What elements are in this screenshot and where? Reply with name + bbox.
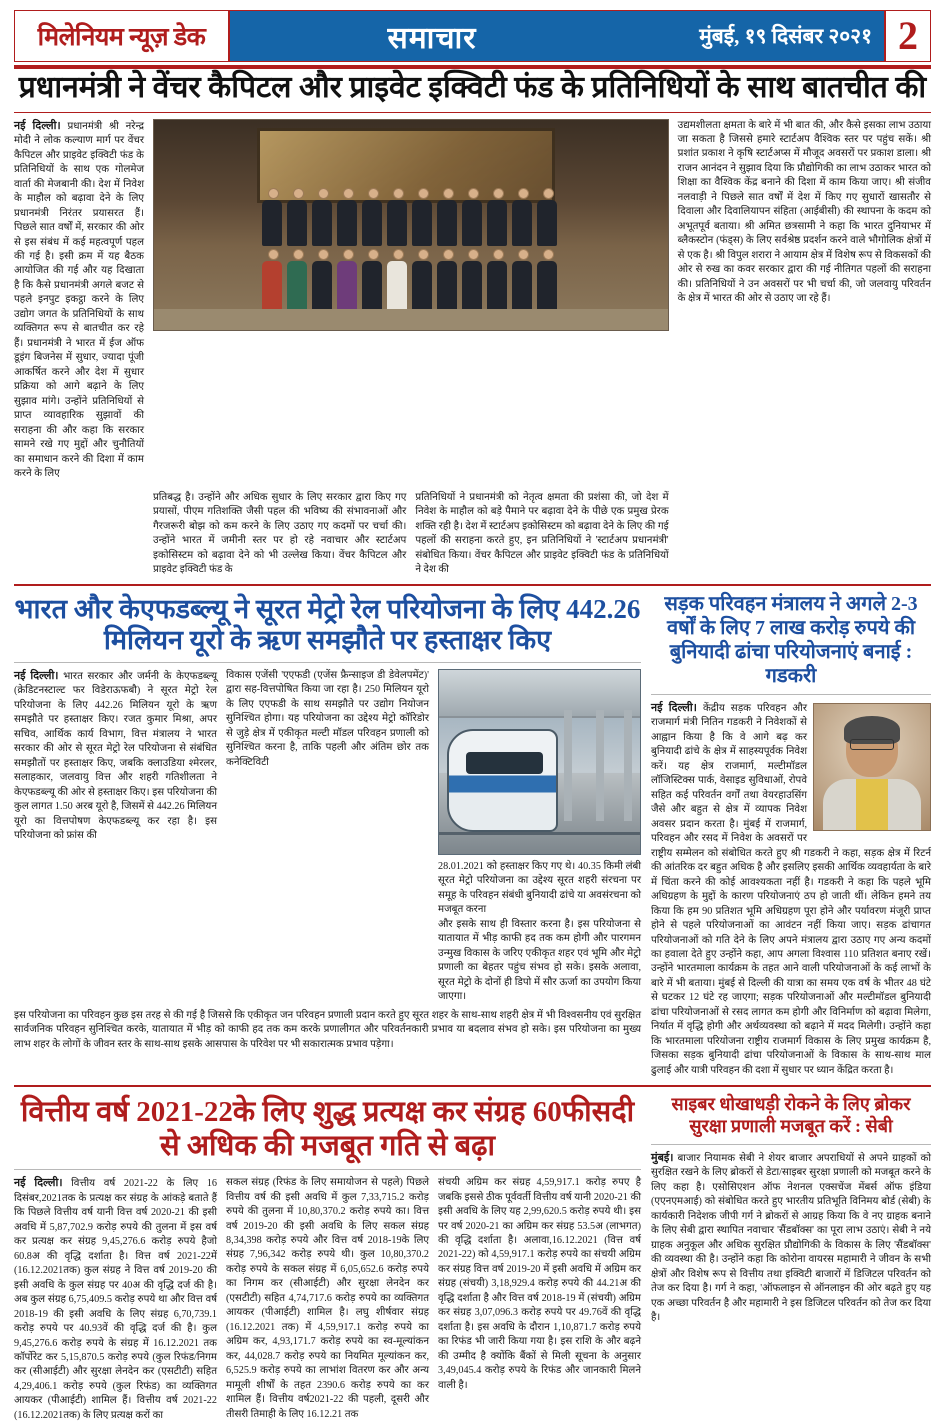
story1-col1-text: प्रधानमंत्री श्री नरेन्द्र मोदी ने लोक कल्याण मार्ग पर वेंचर कैपिटल और प्राइवेट इक्विटी फंड के प्रतिनिधियों के साथ एक गोलमेज वार्ता की मेजबानी की। देश में निवेश के माहौल को बढ़ावा देने के लिए प्रधानमंत्री निरंतर प्रयासरत हैं। पिछले सात वर्षों में, सरकार की ओर से इस संबंध में कई महत्वपूर्ण पहल की गई है। इसी क्रम में यह बैठक आयोजित की गई और यह दिखाता है कि कैसे प्रधानमंत्री अगले बजट से पहले इनपुट इकट्ठा करने के लिए उद्योग जगत के प्रतिनिधियों के साथ व्यक्तिगत रूप से बातचीत कर रहे हैं। प्रधानमंत्री ने भारत में ईज ऑफ डूइंग बिजनेस में सुधार, ज्यादा पूंजी आकर्षित करने और देश में सुधार प्रक्रिया को आगे बढ़ाने के लिए सुझाव मांगे। उन्होंने प्रतिनिधियों से प्राप्त व्यावहारिक सुझावों की सराहना की और कहा कि सरकार सामने रखे गए मुद्दों और चुनौतियों का समाधान करने की दिशा में काम करने के लिए — [14, 120, 144, 480]
gadkari-photo — [813, 703, 931, 831]
story2-col1 — [14, 669, 217, 844]
middle-band — [14, 590, 931, 1079]
page-number: 2 — [898, 13, 918, 58]
story5-rule — [651, 1144, 931, 1145]
story5-headline: साइबर धोखाधड़ी रोकने के लिए ब्रोकर सुरक्षा प्रणाली मजबूत करें : सेबी — [671, 1094, 911, 1136]
story1-dateline: नई दिल्ली। — [14, 119, 61, 132]
edition-date: मुंबई, १९ दिसंबर २०२१ — [699, 24, 872, 48]
story3-dateline: नई दिल्ली। — [651, 701, 697, 714]
bottom-band — [14, 1092, 931, 1423]
story2-headline: भारत और केएफडब्ल्यू ने सूरत मेट्रो रेल परियोजना के लिए 442.26 मिलियन यूरो के ऋण समझौते पर हस्ताक्षर किए — [14, 593, 641, 655]
story2-col4: इस परियोजना का परिवहन कुछ इस तरह से की गई है जिससे कि एकीकृत जन परिवहन प्रणाली प्रदान करते हुए सूरत शहर के साथ-साथ शहरी क्षेत्र में भी विश्वसनीय एवं सुरक्षित सार्वजनिक परिवहन सुनिश्चित करके, यातायात में भीड़ को काफी हद तक कम करके प्रणालीगत और परिवर्तनकारी प्रभाव या बदलाव संभव हो सके। इस परियोजना का मुख्य लाभ शहर के लोगों के जीवन स्तर के साथ-साथ इसके आसपास के परिवेश पर भी सकारात्मक प्रभाव पड़ेगा। — [14, 1009, 641, 1050]
story1-body — [14, 119, 931, 578]
story1-bottom-rule — [14, 584, 931, 586]
story1-rule — [14, 112, 931, 113]
story1-col2: प्रतिबद्ध है। उन्होंने और अधिक सुधार के लिए सरकार द्वारा किए गए प्रयासों, पीएम गतिशक्ति जैसी पहल की भविष्य की संभावनाओं और गैरजरूरी बोझ को कम करने के लिए उठाए गए कदमों पर चर्चा की। उन्होंने भारत में जमीनी स्तर पर हो रहे नवाचार और स्टार्टअप इकोसिस्टम को बढ़ावा देने को भी उल्लेख किया। वेंचर कैपिटल और प्राइवेट इक्विटी फंड के — [153, 491, 407, 576]
story4-col3: संचयी अग्रिम कर संग्रह 4,59,917.1 करोड़ रुपए है जबकि इससे ठीक पूर्ववर्ती वित्तीय वर्ष यानी 2020-21 की इसी अवधि के लिए यह 2,99,620.5 करोड़ रुपये थी। इस पर वर्ष 2020-21 का अग्रिम कर संग्रह 53.5अ (लाभगत) की वृद्धि दर्शाता है। अलावा,16.12.2021 (वित्त वर्ष 2021-22) को 4,59,917.1 करोड़ रुपये का संचयी अग्रिम कर संग्रह वित्त वर्ष 2019-20 में इसी अवधि में अग्रिम कर संग्रह (संचयी) 3,18,929.4 करोड़ रुपये की 44.21अ की वृद्धि दर्शाता है और वित्त वर्ष 2018-19 में (संचयी) अग्रिम कर संग्रह 3,07,096.3 करोड़ रुपये पर 49.76वें की वृद्धि दर्शाता है। इस अवधि के दौरान 1,10,871.7 करोड़ रुपये का रिफंड भी जारी किया गया है। इस राशि के और बढ़ने की उम्मीद है क्योंकि बैंकों से मिली सूचना के अनुसार 3,49,045.4 करोड़ रुपये के रिफंड और जानकारी मिलने वाली है। — [438, 1177, 641, 1391]
metro-train-illustration — [447, 729, 558, 832]
story3-block — [651, 590, 931, 1079]
story3-body: केंद्रीय सड़क परिवहन और राजमार्ग मंत्री नितिन गडकरी ने निवेशकों से आह्वान किया है कि वे आगे बढ़ कर बुनियादी ढांचे के क्षेत्र में साहस्यपूर्वक निवेश करें। यह क्षेत्र राजमार्ग, मल्टीमॉडल लॉजिस्टिक्स पार्क, वेसाइड सुविधाओं, रोपवे सहित कई परिवर्तन वर्गों तथा वेयरहाउसिंग जैसे और बहुत से क्षेत्र में व्यापक निवेश अवसर प्रदान करता है। मुंबई में राजमार्ग, परिवहन और रसद में निवेश के अवसरों पर राष्ट्रीय सम्मेलन को संबोधित करते हुए श्री गडकरी ने कहा, सड़क क्षेत्र में रिटर्न की आंतरिक दर बहुत अधिक है और इसलिए इसकी आर्थिक व्यवहार्यता के बारे में चिंता करने की कोई आवश्यकता नहीं है। गडकरी ने कहा कि पहले भूमि अधिग्रहण के मुद्दों के कारण परियोजनाएं ठप हो जाती थीं। लेकिन हमने तय किया कि हम 90 प्रतिशत भूमि अधिग्रहण पूरा होने और पर्यावरण मंजूरी प्राप्त होने से पहले परियोजनाओं का आवंटन नहीं किया जाए। सड़क ढांचागत परियोजनाओं को गति देने के लिए अपने मंत्रालय द्वारा उठाए गए अन्य कदमों का हवाला देते हुए उन्होंने कहा, आप अगला विश्वास 110 प्रतिशत बनाए रखें। उन्होंने भारतमाला कार्यक्रम के तहत आने वाली परियोजनाओं के कई लाभों के बारे में भी बताया। मुंबई से दिल्ली की यात्रा का समय एक वर्ष के भीतर 48 घंटे से घटकर 12 घंटे रह जाएगा; सड़क परियोजनाओं और मल्टीमॉडल बुनियादी ढांचा परियोजनाओं से रसद लागत कम होगी और विनिर्माण को बढ़ावा मिलेगा, निर्यात में वृद्धि होगी और अर्थव्यवस्था को बढ़ाने में मदद मिलेगी। उन्होंने कहा कि भारतमाला परियोजना राष्ट्रीय राजमार्ग विकास के लिए प्रमुख कार्यक्रम है, जिसका सड़क बुनियादी ढांचा परियोजनाओं के विकास के साथ-साथ माल ढुलाई और यात्री परिवहन की दशा में सुधार पर ध्यान केंद्रित करता है। — [651, 702, 931, 1076]
story5-block — [651, 1092, 931, 1423]
story4-col1 — [14, 1176, 217, 1423]
story1-col1 — [14, 119, 144, 482]
story2-dateline: नई दिल्ली। — [14, 669, 59, 682]
story2-col2: विकास एजेंसी 'एएफडी (एजेंस फ्रैन्साइज डी डेवेलपमेंट)' द्वारा सह-वित्तपोषित किया जा रहा है। 250 मिलियन यूरो के लिए एएफडी के साथ समझौते पर उद्योग नियोजन सुनिश्चित होगा। यह परियोजना का उद्देश्य मेट्रो कॉरिडोर से जुड़े क्षेत्र में एकीकृत मल्टी मॉडल परिवहन प्रणाली को सुनिश्चित करना है, ताकि पहली और अंतिम छोर तक कनेक्टिविटी — [226, 669, 429, 768]
story5-text — [651, 1151, 931, 1326]
story4-col2: सकल संग्रह (रिफंड के लिए समायोजन से पहले) पिछले वित्तीय वर्ष की इसी अवधि में कुल 7,33,715.2 करोड़ रुपये की तुलना में 10,80,370.2 करोड़ रुपये का। वित्त वर्ष 2019-20 की इसी अवधि के लिए सकल संग्रह 8,34,398 करोड़ रुपये और वित्त वर्ष 2018-19के लिए संग्रह 7,96,342 करोड़ रुपये थी। कुल 10,80,370.2 करोड़ रुपये के सकल संग्रह में 6,05,652.6 करोड़ रुपये का निगम कर (सीआईटी) और सुरक्षा लेनदेन कर (एसटीटी) सहित 4,74,717.6 करोड़ रुपये का व्यक्तिगत आयकर (पीआईटी) शामिल है। लघु शीर्षवार संग्रह (16.12.2021 तक) में 4,59,917.1 करोड़ रुपये का अग्रिम कर, 4,93,171.7 करोड़ रुपये का स्व-मूल्यांकन कर, 44,028.7 करोड़ रुपये का नियमित मूल्यांकन कर, 6,525.9 करोड़ रुपये का लाभांश वितरण कर और अन्य मामूली शीर्षों के तहत 2390.6 करोड़ रुपये का कर शामिल हैं। वित्तीय वर्ष2021-22 की पहली, दूसरी और तीसरी तिमाही के लिए 16.12.21 तक — [226, 1177, 429, 1420]
page-number-box — [884, 11, 930, 61]
middle-band-rule — [14, 1085, 931, 1087]
story4-headline: वित्तीय वर्ष 2021-22के लिए शुद्ध प्रत्यक्ष कर संग्रह 60फीसदी से अधिक की मजबूत गति से बढ़ा — [20, 1096, 635, 1162]
group-photo-illustration — [154, 120, 668, 330]
story4-block — [14, 1092, 641, 1423]
story1-headline: प्रधानमंत्री ने वेंचर कैपिटल और प्राइवेट इक्विटी फंड के प्रतिनिधियों के साथ बातचीत की — [18, 71, 927, 104]
story2-block — [14, 590, 641, 1079]
masthead-rule — [14, 65, 931, 69]
story5-body: बाजार नियामक सेबी ने शेयर बाजार अपराधियों से अपने ग्राहकों को सुरक्षित रखने के लिए ब्रोकरों से डेटा/साइबर सुरक्षा प्रणाली को मजबूत करने के लिए कहा है। एसोसिएशन ऑफ नेशनल एक्सचेंज मेंबर्स ऑफ इंडिया (एएनएमआई) को संबोधित करते हुए भारतीय प्रतिभूति विनिमय बोर्ड (सेबी) के कार्यकारी निदेशक जीपी गर्ग ने ब्रोकरों से आग्रह किया कि वे नए ग्राहक बनाने के लिए सेबी द्वारा स्थापित नवाचार 'सैंडबॉक्स' का पूरा लाभ उठाएं। सेबी ने नये ग्राहक अनुकूल और अधिक सुरक्षित प्रौद्योगिकी के विकास के लिए 'सैंडबॉक्स' की व्यवस्था की है। उन्होंने कहा कि कोरोना वायरस महामारी ने जीवन के सभी क्षेत्रों और विशेष रूप से वित्तीय तथा इक्विटी बाजारों में डिजिटल परिवर्तन को तेज कर दिया है। गर्ग ने कहा, 'ऑफलाइन से ऑनलाइन की ओर बढ़ते हुए यह एक अच्छा परिवर्तन है और महामारी ने इस डिजिटल परिवर्तन को तेज कर दिया है। — [651, 1152, 931, 1323]
story1-photo — [153, 119, 669, 331]
story4-rule — [14, 1169, 641, 1170]
story4-dateline: नई दिल्ली। — [14, 1177, 63, 1190]
story4-col1-text: वित्तीय वर्ष 2021-22 के लिए 16 दिसंबर,2021तक के प्रत्यक्ष कर संग्रह के आंकड़े बताते हैं कि पिछले वित्तीय वर्ष यानी वित्त वर्ष 2020-21 की इसी अवधि में 5,87,702.9 करोड़ रुपये की तुलना में इस वर्ष कर प्रत्यक्ष कर संग्रह 9,45,276.6 करोड़ रुपये हैजो 60.8अ की वृद्धि दर्शाता है। वित्त वर्ष 2021-22में (16.12.2021तक) कुल संग्रह ने वित्त वर्ष 2019-20 की इसी अवधि के कुल संग्रह पर 40अ की वृद्धि दर्ज की है।अब कुल संग्रह 6,75,409.5 करोड़ रुपये था और वित्त वर्ष 2018-19 की इसी अवधि के लिए संग्रह 6,70,739.1 करोड़ रुपये पर 40.93वें की वृद्धि दर्ज की है। कुल 9,45,276.6 करोड़ रुपये के संग्रह में 16.12.2021 तक कॉर्पोरेट कर 5,15,870.5 करोड़ रुपये (कुल रिफंड/निगम कर (सीआईटी) और सुरक्षा लेनदेन कर (एसटीटी) सहित 4,29,406.1 करोड़ रुपये (कुल रिफंड) का व्यक्तिगत आयकर (पीआईटी) शामिल हैं। वित्तीय वर्ष 2021-22 (16.12.2021तक) के लिए प्रत्यक्ष करों का — [14, 1178, 218, 1421]
section-title-bar — [230, 11, 634, 61]
story1-col4: उद्यमशीलता क्षमता के बारे में भी बात की, और कैसे इसका लाभ उठाया जा सकता है जिससे हमारे स्टार्टअप वैश्विक स्तर पर पहुंच सकें। श्री प्रशांत प्रकाश ने कृषि स्टार्टअप्स में मौजूद अवसरों पर प्रकाश डाला। श्री राजन आनंदन ने सुझाव दिया कि प्रौद्योगिकी का लाभ उठाकर भारत को शिक्षा का वैश्विक केंद्र बनाने की दिशा में काम किया जाए। श्री संजीव नलवाड़ी ने पिछले सात वर्षों में देश में किए गए सुधारों खासतौर से दिवाला और दिवालियापन संहिता (आईबीसी) की स्थापना के कदम को अभूतपूर्व बताया। श्री अमित छत्रसामी ने कहा कि भारत दुनियाभर में ब्लैकस्टोन (फंड्स) के लिए सर्वश्रेष्ठ प्रदर्शन करने वाले भौगोलिक क्षेत्रों में से एक है। श्री विपुल शरारा ने आयाम क्षेत्र में विशेष रूप से विकसकों की ओर से रुख का कवर सरकार द्वारा की गई नीतिगत पहलों की सराहना की। प्रतिनिधियों ने उन अवसरों पर भी चर्चा की, जो जलवायु परिवर्तन के क्षेत्र में भारत की ओर से उठाए जा रहे हैं। — [677, 119, 931, 305]
story3-rule — [651, 694, 931, 695]
section-title: समाचार — [387, 21, 477, 55]
story2-col3: और इसके साथ ही विस्तार करना है। इस परियोजना से यातायात में भीड़ काफी हद तक कम होगी और पारगमन उन्मुख विकास के जरिए एकीकृत शहर एवं भूमि और मेट्रो प्रणाली का बेहतर पहुंच संभव हो सके। इसके अलावा, सूरत मेट्रो के दोनों ही डिपो में सौर ऊर्जा का उपयोग किया जाएगा। — [438, 918, 641, 1003]
story5-dateline: मुंबई। — [651, 1151, 674, 1164]
story2-photo — [438, 669, 641, 855]
publication-name: मिलेनियम न्यूज़ डेक — [37, 24, 206, 51]
masthead — [14, 10, 931, 62]
story1-col3: प्रतिनिधियों ने प्रधानमंत्री को नेतृत्व क्षमता की प्रशंसा की, जो देश में निवेश के माहौल को बड़े पैमाने पर बढ़ावा देने के पीछे एक प्रमुख प्रेरक शक्ति रही है। देश में स्टार्टअप इकोसिस्टम को बढ़ावा देने के लिए की गई पहलों की सराहना करते हुए, इन प्रतिनिधियों ने 'स्टार्टअप प्रधानमंत्री' संबोधित किया। वेंचर कैपिटल और प्राइवेट इक्विटी फंड के प्रतिनिधियों ने देश की — [415, 491, 669, 576]
publication-logo — [15, 11, 230, 61]
story2-rule — [14, 662, 641, 663]
edition-date-bar — [634, 11, 884, 61]
story3-headline: सड़क परिवहन मंत्रालय ने अगले 2-3 वर्षों के लिए 7 लाख करोड़ रुपये की बुनियादी ढांचा परियोजनाएं बनाई : गडकरी — [664, 592, 918, 687]
story2-photo-caption: 28.01.2021 को हस्ताक्षर किए गए थे। 40.35 किमी लंबी सूरत मेट्रो परियोजना का उद्देश्य सूरत शहरी संरचना पर समूह के परिवहन संबंधी बुनियादी ढांचे या अवसंरचना को मजबूत करना — [438, 860, 641, 916]
story2-col1-text: भारत सरकार और जर्मनी के केएफडब्ल्यू (क्रेडिटनस्टाल्ट फर विडेराऊफबौ) ने सूरत मेट्रो रेल परियोजना के लिए 442.26 मिलियन यूरो के ऋण समझौते पर हस्ताक्षर किए। रजत कुमार मिश्रा, अपर सचिव, आर्थिक कार्य विभाग, वित्त मंत्रालय ने भारत सरकार की ओर से सूरत मेट्रो रेल परियोजना से संबंधित समझौतों पर हस्ताक्षर किए, जबकि क्लाउडिया श्मेरलर, सलाहकार, जलवायु वित्त और शहरी गतिशीलता ने केएफडब्ल्यू की ओर से हस्ताक्षर किए। इस परियोजना की कुल लागत 1.50 अरब यूरो है, जिसमें से 442.26 मिलियन यूरो का वित्तपोषण केएफडब्ल्यू कर रहा है। इस परियोजना को फ्रांस की — [14, 670, 217, 842]
